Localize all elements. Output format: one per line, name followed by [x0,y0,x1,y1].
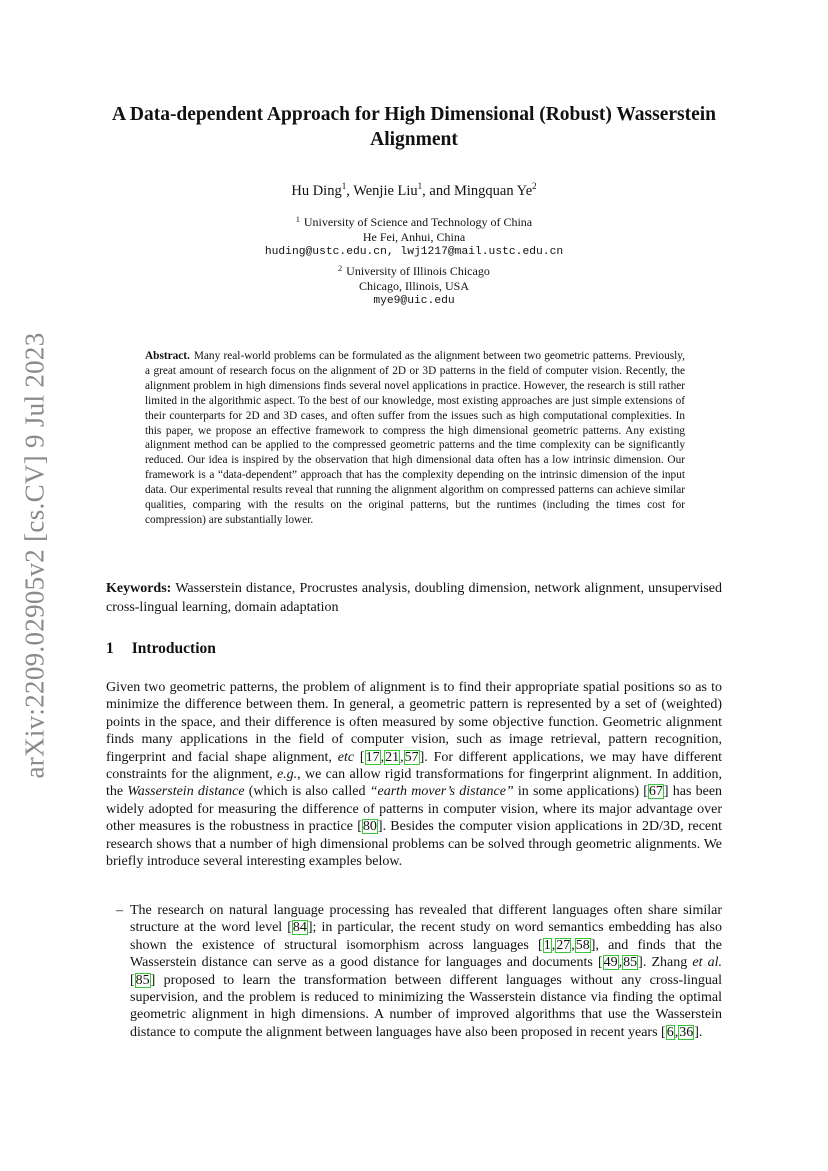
affiliation-2-email: mye9@uic.edu [373,295,455,308]
citation-link[interactable]: 1 [543,937,551,953]
affiliation-2-name: $^2$ University of Illinois Chicago [338,263,490,278]
citation-link[interactable]: 85 [623,955,638,971]
citation-link[interactable]: 21 [385,749,400,765]
citation-link[interactable]: 85 [135,972,150,988]
citation-link[interactable]: 57 [404,749,419,765]
affiliation-marker: 1 [417,181,423,191]
author-name: Wenjie Liu [353,182,418,199]
section-title: Introduction [131,640,216,657]
citation-link[interactable]: 6 [666,1024,674,1040]
bullet-dash: – [116,903,123,918]
citation-link[interactable]: 49 [603,955,618,971]
affiliation-2-place: Chicago, Illinois, USA [359,278,469,293]
author-name: Hu Ding [291,182,342,199]
citation-link[interactable]: 17 [365,749,380,765]
keywords-text: Wasserstein distance, Procrustes analysis, doubling dimension, network alignment, unsupervised cross-lingual learning, domain adaptation [106,581,722,615]
section-number: 1 [106,640,114,657]
citation-link[interactable]: 36 [679,1024,694,1040]
paper-title: A Data-dependent Approach for High Dimensional (Robust) Wasserstein Alignment [111,104,717,150]
list-item-text: The research on natural language processing has revealed that different languages often share similar structure at the word level [84]; in particular, the recent study on word semantics embedding has also shown the existence of structural isomorphism across languages [1,27,58], and finds that the Wasserstein distance can serve as a good distance for languages and documents [49,85]. Zhang et al. [85] proposed to learn the transformation between different languages without any cross-lingual supervision, and the problem is reduced to minimizing the Wasserstein distance via finding the optimal geometric alignment in high dimensions. A number of improved algorithms that use the Wasserstein distance to compute the alignment between languages have also been proposed in recent years [6,36]. [130,903,722,1040]
affiliations [100,212,728,309]
arxiv-id-text: arXiv:2209.02905v2 [cs.CV] 9 Jul 2023 [19,331,50,779]
section-heading [106,640,216,658]
intro-paragraph: Given two geometric patterns, the problem of alignment is to find their appropriate spatial positions so as to minimize the difference between them. In general, a geometric pattern is represented by a set of (weighted) points in the space, and their difference is often measured by some objective function. Geometric alignment finds many applications in the field of computer vision, such as image retrieval, pattern recognition, fingerprint and facial shape alignment, etc [17,21,57]. For different applications, we may have different constraints for the alignment, e.g., we can allow rigid transformations for fingerprint alignment. In addition, the Wasserstein distance (which is also called “earth mover’s distance” in some applications) [67] has been widely adopted for measuring the difference of patterns in computer vision, where its major advantage over other measures is the robustness in practice [80]. Besides the computer vision applications in 2D/3D, recent research shows that a number of high dimensional problems can be solved through geometric alignments. We briefly introduce several interesting examples below. [106,680,723,870]
citation-link[interactable]: 84 [292,920,307,936]
arxiv-watermark [12,331,58,779]
keywords [106,579,722,617]
abstract-label: Abstract. [145,350,190,362]
author-list: Hu Ding$^1$, Wenjie Liu$^1$, and Mingquan Ye$^2$ [291,181,537,199]
affiliation-1-name: $^1$ University of Science and Technology of China [295,215,533,229]
conjunction: and [429,182,451,199]
affiliation-1-place: He Fei, Anhui, China [362,230,466,245]
abstract-text: Many real-world problems can be formulated as the alignment between two geometric patterns. Previously, a great amount of research focus on the alignment of 2D or 3D patterns in the field of computer vision. Recently, the alignment problem in high dimensions finds several novel applications in practice. However, the research is still rather limited in the algorithmic aspect. To the best of our knowledge, most existing approaches are just simple extensions of their counterparts for 2D and 3D cases, and often suffer from the issues such as high computational complexities. In this paper, we propose an effective framework to compress the high dimensional geometric patterns. Any existing alignment method can be applied to the compressed geometric patterns and the time complexity can be significantly reduced. Our idea is inspired by the observation that high dimensional data often has a low intrinsic dimension. Our framework is a “data-dependent” approach that has the complexity depending on the intrinsic dimension of the input data. Our experimental results reveal that running the alignment algorithm on compressed patterns can achieve similar qualities, comparing with the results on the original patterns, but the runtimes (including the times cost for compression) are substantially lower. [145,350,685,526]
affiliation-1-emails: huding@ustc.edu.cn, lwj1217@mail.ustc.edu.cn [264,246,564,259]
abstract [145,349,685,528]
keywords-label: Keywords: [106,581,172,596]
citation-link[interactable]: 58 [575,937,590,953]
citation-link[interactable]: 80 [362,819,377,835]
list-item [106,902,722,1041]
citation-link[interactable]: 27 [556,937,571,953]
citation-link[interactable]: 67 [648,784,663,800]
affiliation-marker: 1 [295,215,300,224]
affiliation-marker: 2 [338,263,343,273]
affiliation-marker: 1 [341,181,347,191]
affiliation-marker: 2 [532,181,537,191]
author-name: Mingquan Ye [453,182,533,199]
